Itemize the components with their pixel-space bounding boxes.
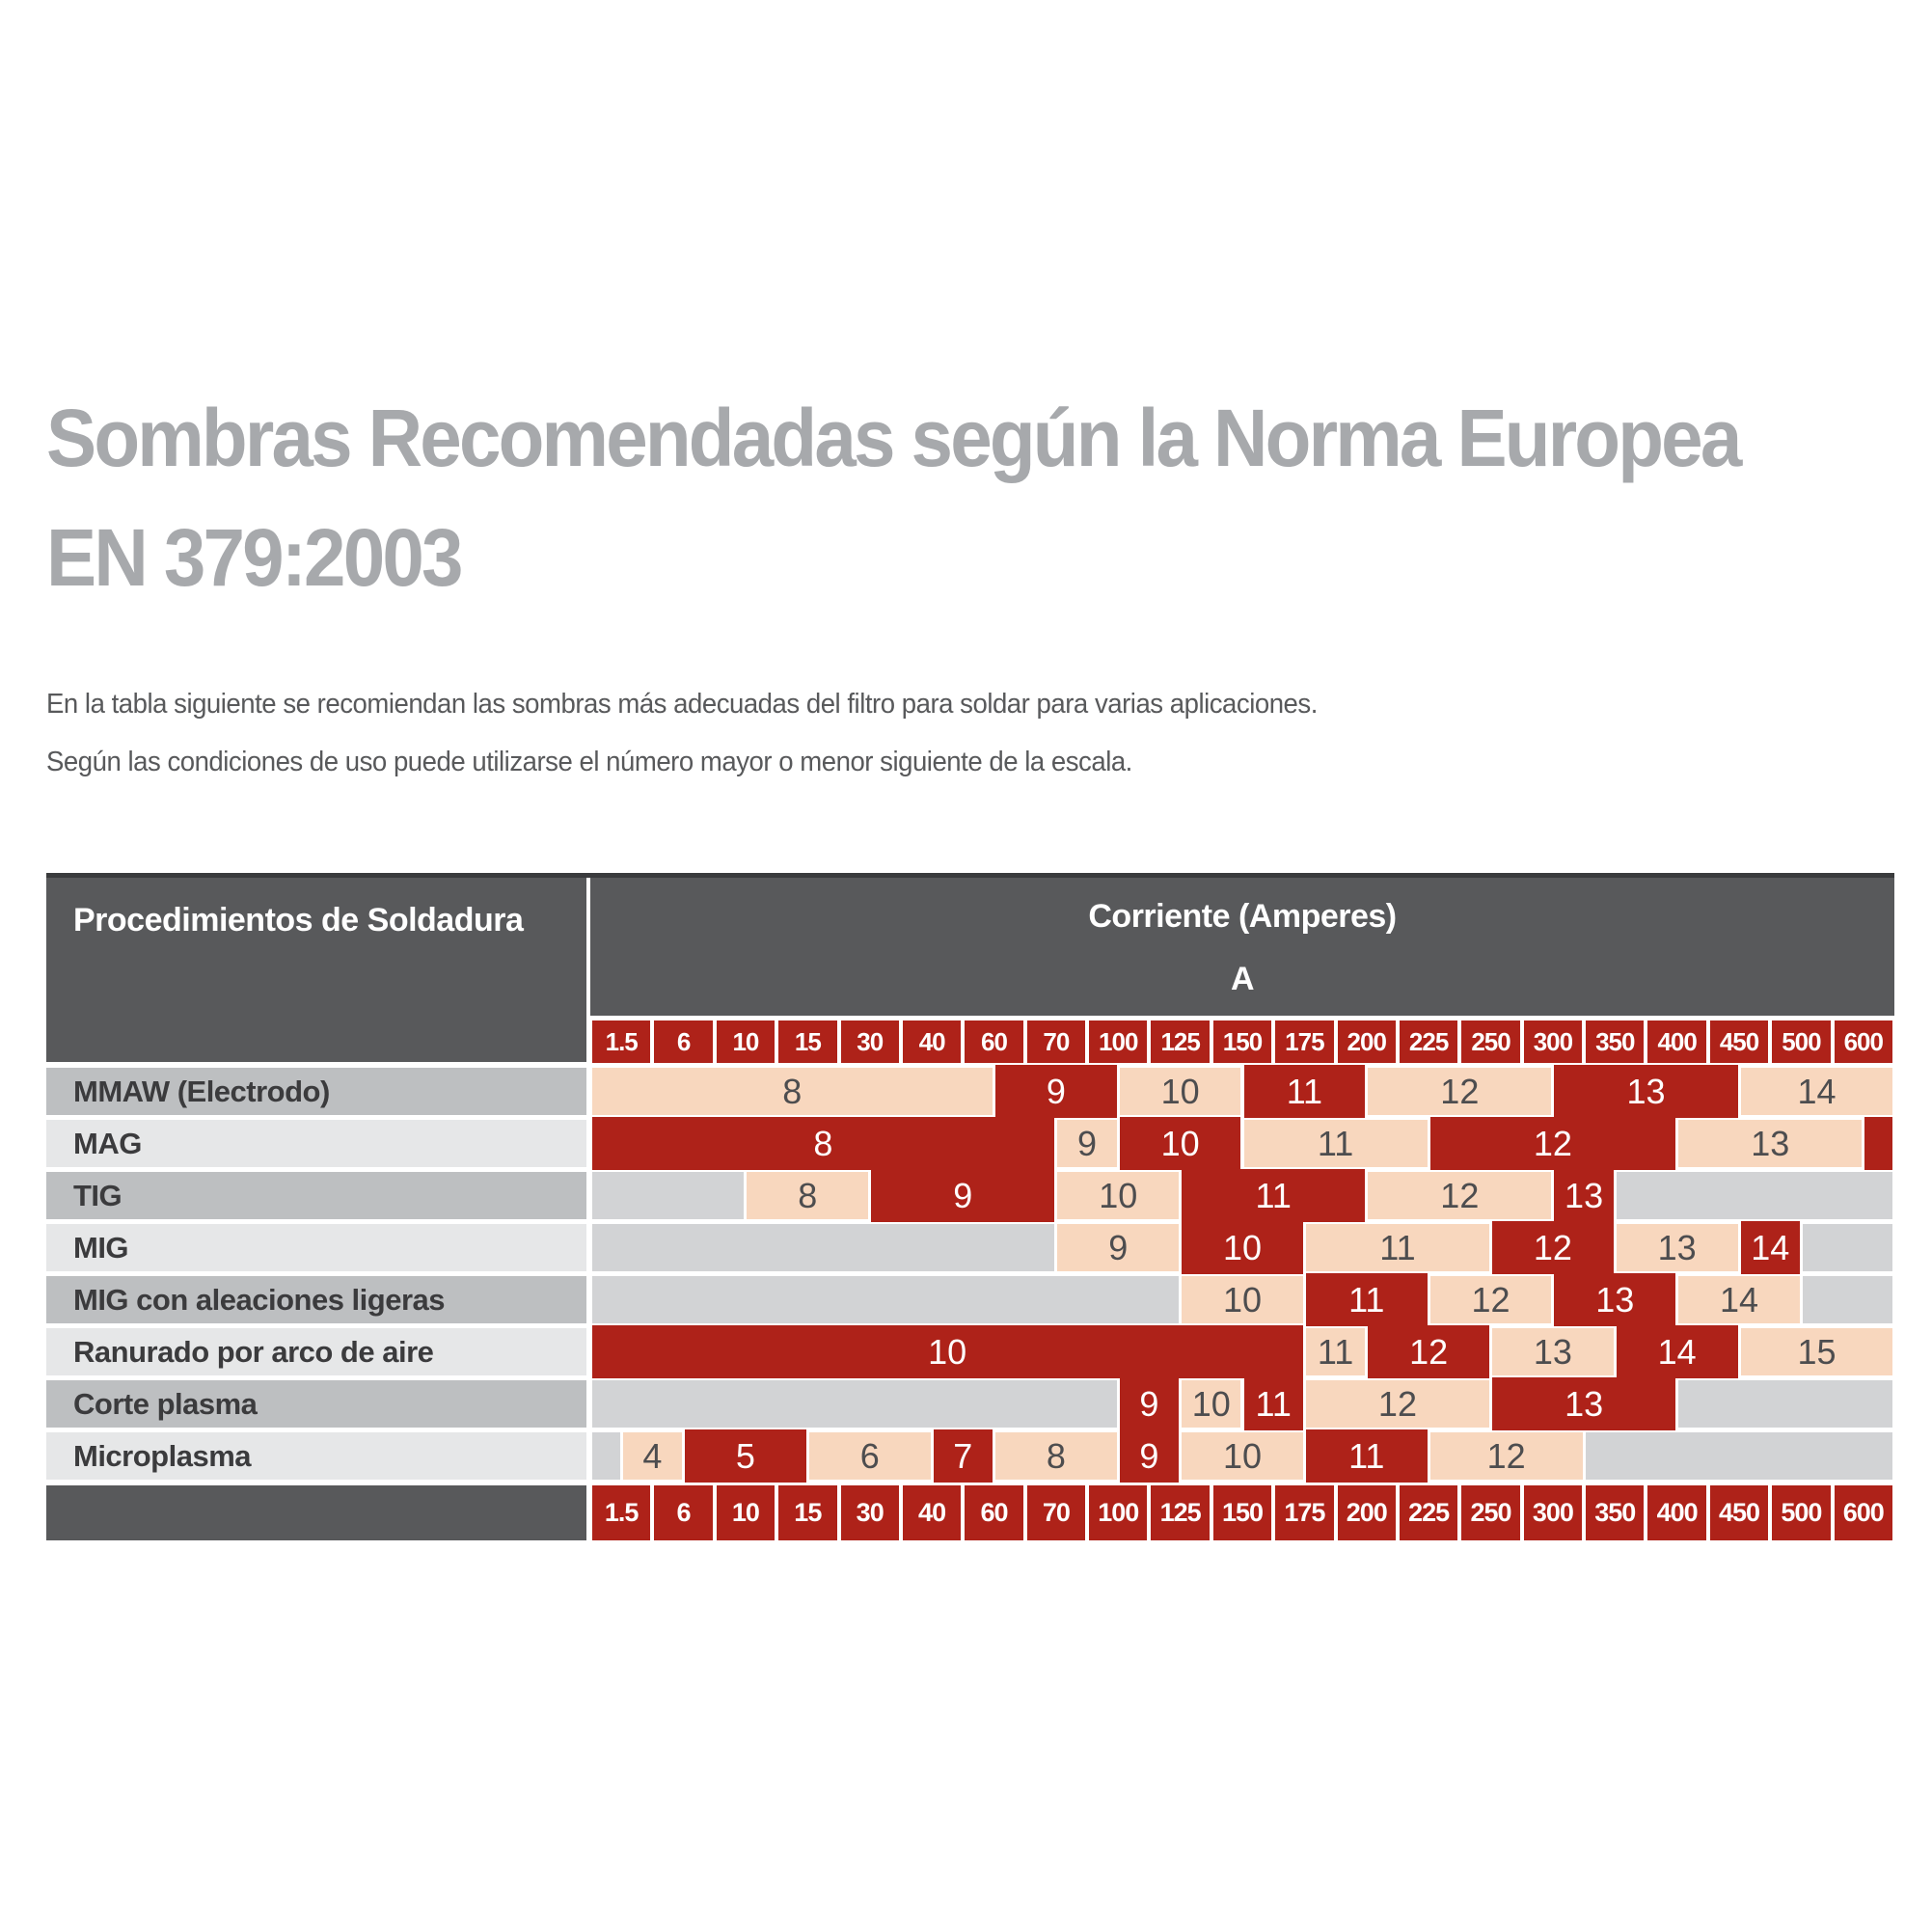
shade-segment: 13: [1554, 1169, 1613, 1222]
shade-segment: 9: [1057, 1120, 1116, 1167]
shade-segment: [1864, 1117, 1892, 1170]
shade-segment: [1803, 1276, 1893, 1323]
shade-segment: 14: [1741, 1221, 1800, 1274]
shade-row: [46, 1224, 1894, 1271]
procedures-header-cell: Procedimientos de Soldadura: [46, 873, 586, 1062]
ampere-scale-cell: 30: [841, 1020, 899, 1063]
procedure-label: TIG: [46, 1172, 586, 1219]
shade-segment: 12: [1368, 1068, 1551, 1115]
ampere-scale-cell: 15: [778, 1485, 836, 1540]
shade-segment: [1803, 1224, 1893, 1271]
shade-segment: 9: [1057, 1224, 1179, 1271]
shade-segment: 12: [1492, 1221, 1614, 1274]
ampere-scale-cell: 6: [654, 1485, 712, 1540]
shade-segment: 13: [1554, 1065, 1737, 1118]
ampere-scale-cell: 175: [1275, 1485, 1333, 1540]
ampere-scale-cell: 150: [1213, 1020, 1271, 1063]
shade-segment: 6: [809, 1432, 931, 1480]
shade-segment: 8: [592, 1068, 993, 1115]
shade-row: [46, 1068, 1894, 1115]
ampere-scale-cell: 10: [717, 1020, 775, 1063]
ampere-scale-cell: 350: [1586, 1485, 1644, 1540]
ampere-scale-cell: 300: [1524, 1485, 1582, 1540]
procedure-label: MMAW (Electrodo): [46, 1068, 586, 1115]
shade-row-area: [590, 1328, 1894, 1375]
shade-segment: 10: [1120, 1117, 1241, 1170]
shade-row: [46, 1120, 1894, 1167]
procedure-label: Microplasma: [46, 1432, 586, 1480]
shade-segment: [1586, 1432, 1893, 1480]
amperes-footer-row: [590, 1485, 1894, 1540]
procedure-label: MIG: [46, 1224, 586, 1271]
ampere-scale-cell: 10: [717, 1485, 775, 1540]
shade-segment: 12: [1368, 1172, 1551, 1219]
shade-row-area: [590, 1432, 1894, 1480]
ampere-scale-cell: 400: [1647, 1020, 1705, 1063]
shade-row: [46, 1432, 1894, 1480]
shade-row-area: [590, 1276, 1894, 1323]
ampere-scale-cell: 200: [1338, 1485, 1396, 1540]
ampere-scale-cell: 1.5: [592, 1020, 650, 1063]
ampere-scale-cell: 30: [841, 1485, 899, 1540]
ampere-scale-cell: 450: [1710, 1485, 1768, 1540]
shade-row: [46, 1328, 1894, 1375]
shade-segment: 9: [995, 1065, 1117, 1118]
shade-row: [46, 1380, 1894, 1428]
shade-segment: 11: [1306, 1273, 1428, 1326]
shade-segment: 8: [747, 1172, 868, 1219]
intro-paragraph: [46, 675, 1696, 791]
ampere-scale-cell: 40: [903, 1020, 961, 1063]
shade-segment: 8: [592, 1117, 1055, 1170]
shade-segment: 12: [1430, 1432, 1583, 1480]
ampere-scale-cell: 6: [654, 1020, 712, 1063]
table-top-border: [46, 873, 1894, 878]
shade-segment: 13: [1554, 1273, 1675, 1326]
shade-segment: 13: [1492, 1377, 1675, 1430]
ampere-scale-cell: 60: [965, 1020, 1022, 1063]
shade-segment: 9: [1120, 1377, 1179, 1430]
shade-segment: 13: [1492, 1328, 1614, 1375]
shade-segment: [592, 1380, 1117, 1428]
shade-segment: 10: [1182, 1221, 1303, 1274]
ampere-scale-cell: 300: [1524, 1020, 1582, 1063]
ampere-scale-cell: 500: [1772, 1485, 1830, 1540]
shade-segment: 15: [1741, 1328, 1893, 1375]
procedure-label: Ranurado por arco de aire: [46, 1328, 586, 1375]
shade-rows: [46, 1068, 1894, 1484]
ampere-scale-cell: 60: [965, 1485, 1022, 1540]
ampere-scale-cell: 225: [1400, 1020, 1457, 1063]
procedure-label: Corte plasma: [46, 1380, 586, 1428]
shade-segment: 4: [623, 1432, 682, 1480]
ampere-scale-cell: 40: [903, 1485, 961, 1540]
ampere-scale-cell: 225: [1400, 1485, 1457, 1540]
shade-segment: 11: [1182, 1169, 1365, 1222]
shade-segment: 10: [1057, 1172, 1179, 1219]
page-title-line-2: EN 379:2003: [46, 512, 461, 603]
shade-segment: 12: [1430, 1276, 1552, 1323]
shade-segment: [592, 1224, 1055, 1271]
shade-segment: 12: [1306, 1380, 1489, 1428]
shade-row-area: [590, 1380, 1894, 1428]
shade-row-area: [590, 1068, 1894, 1115]
ampere-scale-cell: 150: [1213, 1485, 1271, 1540]
shade-segment: 10: [1120, 1068, 1241, 1115]
shade-row: [46, 1276, 1894, 1323]
shade-segment: [592, 1432, 620, 1480]
shade-segment: [592, 1276, 1180, 1323]
page-title-line-1: Sombras Recomendadas según la Norma Europea: [46, 393, 1740, 483]
intro-line-2: Según las condiciones de uso puede utilizarse el número mayor o menor siguiente de la escala.: [46, 747, 1132, 777]
shade-segment: [592, 1172, 745, 1219]
shade-segment: 13: [1678, 1120, 1862, 1167]
amperes-header-row: [590, 1020, 1894, 1063]
shade-segment: 14: [1741, 1068, 1893, 1115]
footer-left-cell: [46, 1485, 586, 1540]
shade-segment: 10: [1182, 1276, 1303, 1323]
shade-segment: [1617, 1172, 1893, 1219]
ampere-scale-cell: 15: [778, 1020, 836, 1063]
shade-segment: 14: [1678, 1276, 1800, 1323]
current-header-cell: [590, 873, 1894, 1016]
shade-recommendation-table: [46, 873, 1894, 1540]
ampere-scale-cell: 600: [1835, 1020, 1892, 1063]
shade-segment: 11: [1244, 1377, 1303, 1430]
shade-segment: 10: [1182, 1432, 1303, 1480]
ampere-scale-cell: 100: [1089, 1485, 1147, 1540]
shade-segment: 10: [1182, 1380, 1240, 1428]
ampere-scale-cell: 100: [1089, 1020, 1147, 1063]
shade-segment: [1678, 1380, 1892, 1428]
current-amperes-label: Corriente (Amperes): [1088, 898, 1397, 935]
shade-segment: 14: [1617, 1325, 1738, 1378]
shade-segment: 12: [1430, 1117, 1676, 1170]
ampere-scale-cell: 200: [1338, 1020, 1396, 1063]
shade-segment: 11: [1306, 1224, 1489, 1271]
shade-segment: 11: [1306, 1429, 1428, 1483]
shade-segment: 10: [592, 1325, 1303, 1378]
ampere-scale-cell: 600: [1835, 1485, 1892, 1540]
ampere-scale-cell: 500: [1772, 1020, 1830, 1063]
ampere-scale-cell: 400: [1647, 1485, 1705, 1540]
shade-row: [46, 1172, 1894, 1219]
ampere-scale-cell: 250: [1461, 1020, 1519, 1063]
ampere-scale-cell: 175: [1275, 1020, 1333, 1063]
procedure-label: MAG: [46, 1120, 586, 1167]
ampere-scale-cell: 70: [1027, 1485, 1085, 1540]
shade-row-area: [590, 1172, 1894, 1219]
ampere-scale-cell: 450: [1710, 1020, 1768, 1063]
shade-row-area: [590, 1224, 1894, 1271]
shade-segment: 7: [934, 1429, 993, 1483]
amperes-unit-label: A: [1230, 961, 1255, 997]
shade-segment: 11: [1306, 1328, 1365, 1375]
ampere-scale-cell: 250: [1461, 1485, 1519, 1540]
shade-segment: 9: [1120, 1429, 1179, 1483]
ampere-scale-cell: 125: [1151, 1020, 1209, 1063]
procedure-label: MIG con aleaciones ligeras: [46, 1276, 586, 1323]
page-title: [46, 378, 1751, 617]
shade-segment: 11: [1244, 1065, 1366, 1118]
shade-segment: 8: [995, 1432, 1117, 1480]
ampere-scale-cell: 1.5: [592, 1485, 650, 1540]
ampere-scale-cell: 70: [1027, 1020, 1085, 1063]
shade-segment: 11: [1244, 1120, 1428, 1167]
shade-row-area: [590, 1120, 1894, 1167]
shade-segment: 12: [1368, 1325, 1489, 1378]
shade-segment: 13: [1617, 1224, 1738, 1271]
ampere-scale-cell: 350: [1586, 1020, 1644, 1063]
shade-segment: 5: [685, 1429, 806, 1483]
intro-line-1: En la tabla siguiente se recomiendan las sombras más adecuadas del filtro para soldar para varias aplicaciones.: [46, 689, 1318, 720]
ampere-scale-cell: 125: [1151, 1485, 1209, 1540]
shade-segment: 9: [871, 1169, 1054, 1222]
